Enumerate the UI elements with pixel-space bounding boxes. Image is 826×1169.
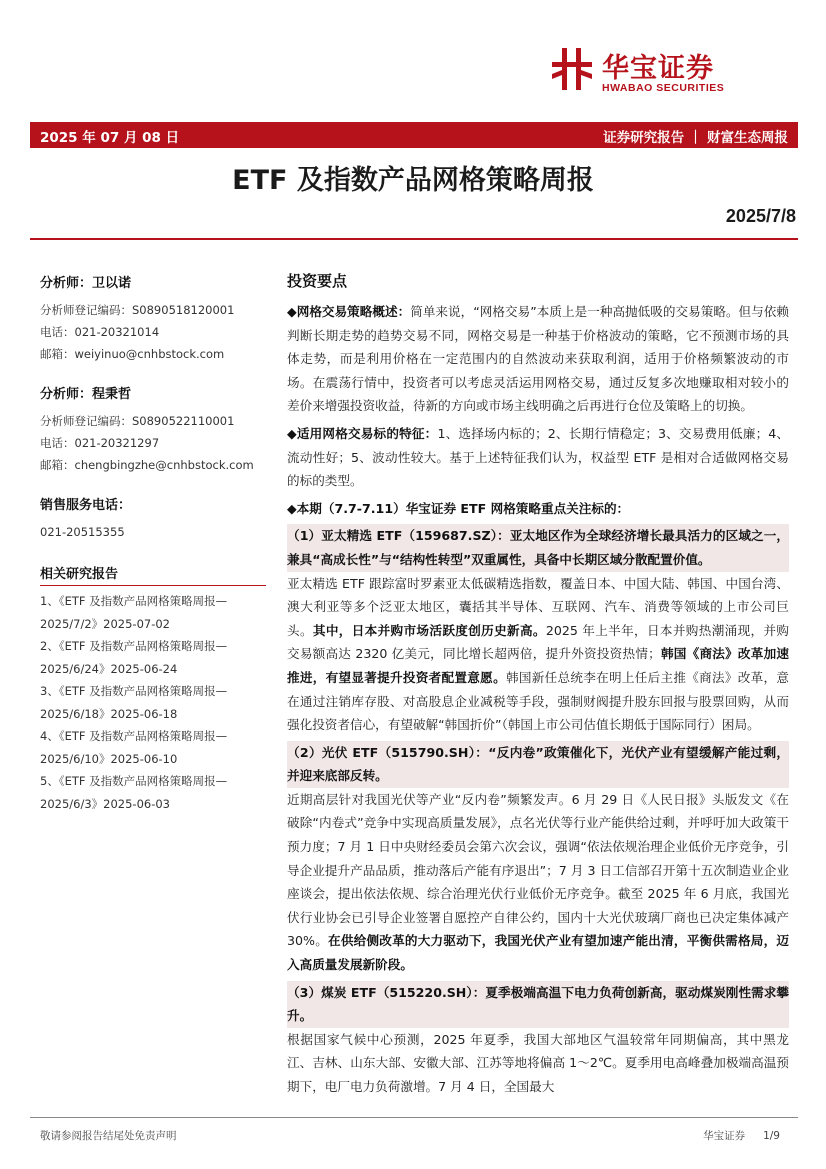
focus-item-text: 根据国家气候中心预测，2025 年夏季，我国大部地区气温较常年同期偏高，其中黑龙江、吉林、山东大部、安徽大部、江苏等地将偏高 1～2℃。夏季用电高峰叠加极端高温预期下，电厂电力负荷激增。7 月 4 日，全国最大 xyxy=(287,1031,789,1094)
paragraph-body: 1、选择场内标的；2、长期行情稳定；3、交易费用低廉；4、流动性好；5、波动性较大。基于上述特征我们认为，权益型 ETF 是相对合适做网格交易的标的类型。 xyxy=(287,425,789,489)
focus-item-2-body xyxy=(287,788,789,977)
hwabao-logo-icon xyxy=(548,44,596,92)
related-report-line[interactable]: 2025/6/3》2025-06-03 xyxy=(40,796,170,811)
paragraph-lead: ◆适用网格交易标的特征： xyxy=(287,425,438,441)
focus-item-lead: （1）亚太精选 ETF（159687.SZ）：亚太地区作为全球经济增长最具活力的区域之一，兼具“高成长性”与“结构性转型”双重属性，具备中长期区域分散配置价值。 xyxy=(287,528,789,567)
paragraph-lead: ◆本期（7.7-7.11）华宝证券 ETF 网格策略重点关注标的： xyxy=(287,500,630,516)
related-report-line[interactable]: 1、《ETF 及指数产品网格策略周报— xyxy=(40,594,228,608)
related-report-line[interactable]: 5、《ETF 及指数产品网格策略周报— xyxy=(40,774,228,788)
paragraph-grid-overview xyxy=(287,300,789,418)
analyst-reg: 分析师登记编码：S0890518120001 xyxy=(40,303,235,317)
focus-item-1 xyxy=(287,524,789,571)
banner-date: 2025 年 07 月 08 日 xyxy=(40,130,180,146)
focus-item-2 xyxy=(287,741,789,788)
analyst-block xyxy=(40,272,266,365)
focus-item-bold: 韩国《商法》改革加速推进，有望显著提升投资者配置意愿。 xyxy=(287,646,790,685)
focus-item-bold: 其中，日本并购市场活跃度创历史新高。 xyxy=(312,622,546,638)
paragraph-body: 简单来说，“网格交易”本质上是一种高抛低吸的交易策略。但与依赖判断长期走势的趋势交易不同，网格交易是一种基于价格波动的策略，它不预测市场的具体走势，而是利用价格在一定范围内的自然波动来获取利润，适用于价格频繁波动的市场。在震荡行情中，投资者可以考虑灵活运用网格交易，通过反复多次地赚取相对较小的差价来增强投资收益，待新的方向或市场主线明确之后再进行仓位及策略上的切换。 xyxy=(287,304,789,414)
focus-item-lead: （3）煤炭 ETF（515220.SH）：夏季极端高温下电力负荷创新高，驱动煤炭刚性需求攀升。 xyxy=(287,984,789,1024)
footer-brand: 华宝证券 xyxy=(703,1130,746,1142)
footer-disclaimer: 敬请参阅报告结尾处免责声明 xyxy=(40,1130,177,1142)
report-title: ETF 及指数产品网格策略周报 xyxy=(232,165,594,196)
sales-phone: 021-20515355 xyxy=(40,525,125,539)
focus-item-lead: （2）光伏 ETF（515790.SH）：“反内卷”政策催化下，光伏产业有望缓解产能过剩，并迎来底部反转。 xyxy=(287,744,789,784)
related-reports-heading: 相关研究报告 xyxy=(40,563,266,586)
banner-category: 证券研究报告 ｜ 财富生态周报 xyxy=(603,130,788,146)
analyst-name: 分析师：卫以诺 xyxy=(40,276,132,291)
divider xyxy=(30,238,798,240)
report-date: 2025/7/8 xyxy=(725,206,796,226)
analyst-name: 分析师：程秉哲 xyxy=(40,387,132,402)
brand-name-cn: 华宝证券 xyxy=(602,53,714,84)
sales-heading: 销售服务电话： xyxy=(40,498,132,513)
brand-name-en: HWABAO SECURITIES xyxy=(602,82,725,94)
paragraph-focus-heading xyxy=(287,497,789,521)
focus-item-bold: 在供给侧改革的大力驱动下，我国光伏产业有望加速产能出清，平衡供需格局，迈入高质量发展新阶段。 xyxy=(287,933,790,973)
related-report-line[interactable]: 2、《ETF 及指数产品网格策略周报— xyxy=(40,639,228,653)
analyst-block xyxy=(40,383,266,476)
focus-item-text: 韩国新任总统李在明上任后主推《商法》改革，意在通过注销库存股、对高股息企业减税等手段，强制财阀提升股东回报与股票回购，从而强化投资者信心，有望破解“韩国折价”（韩国上市公司估值长期低于国际同行）困局。 xyxy=(287,669,790,733)
analyst-phone: 电话：021-20321014 xyxy=(40,325,160,339)
sidebar xyxy=(40,272,266,815)
analyst-email[interactable]: 邮箱：weiyinuo@cnhbstock.com xyxy=(40,347,225,361)
focus-item-1-body xyxy=(287,572,789,737)
focus-item-3 xyxy=(287,981,789,1028)
analyst-email[interactable]: 邮箱：chengbingzhe@cnhbstock.com xyxy=(40,458,254,472)
sales-block xyxy=(40,494,266,543)
analyst-phone: 电话：021-20321297 xyxy=(40,436,160,450)
related-report-line[interactable]: 3、《ETF 及指数产品网格策略周报— xyxy=(40,684,228,698)
paragraph-grid-features xyxy=(287,422,789,493)
related-report-line[interactable]: 2025/7/2》2025-07-02 xyxy=(40,616,170,631)
related-report-line[interactable]: 2025/6/24》2025-06-24 xyxy=(40,661,178,676)
main-content xyxy=(287,270,789,1103)
focus-item-text: 2025 年上半年，日本并购热潮涌现，并购交易额高达 2320 亿美元，同比增长超两倍，提升外资投资热情； xyxy=(287,622,789,662)
focus-item-3-body xyxy=(287,1028,789,1099)
footer-divider xyxy=(30,1117,798,1118)
analyst-reg: 分析师登记编码：S0890522110001 xyxy=(40,414,235,428)
section-title: 投资要点 xyxy=(287,272,348,290)
related-report-line[interactable]: 2025/6/18》2025-06-18 xyxy=(40,706,178,721)
focus-item-text: 近期高层针对我国光伏等产业“反内卷”频繁发声。6 月 29 日《人民日报》头版发文《在破除“内卷式”竞争中实现高质量发展》，点名光伏等行业产能供给过剩，并呼吁加大政策干预力度；7 月 1 日中央财经委员会第六次会议，强调“依法依规治理企业低价无序竞争，引导企业提升产品品质，推动落后产能有序退出”；7 月 3 日工信部召开第十五次制造业企业座谈会，提出依法依规、综合治理光伏行业低价无序竞争。截至 2025 年 6 月底，我国光伏行业协会已引导企业签署自愿控产自律公约，国内十大光伏玻璃厂商也已决定集体减产 30%。 xyxy=(287,791,789,949)
paragraph-lead: ◆网格交易策略概述： xyxy=(287,304,411,319)
footer-info xyxy=(685,1128,780,1143)
header-banner xyxy=(30,122,798,148)
brand-logo xyxy=(548,42,780,102)
related-report-line[interactable]: 2025/6/10》2025-06-10 xyxy=(40,751,178,766)
related-reports-list xyxy=(40,590,266,815)
focus-item-text: 亚太精选 ETF 跟踪富时罗素亚太低碳精选指数，覆盖日本、中国大陆、韩国、中国台湾、澳大利亚等多个泛亚太地区，囊括其半导体、互联网、汽车、消费等领域的上市公司巨头。 xyxy=(287,575,789,638)
related-report-line[interactable]: 4、《ETF 及指数产品网格策略周报— xyxy=(40,729,228,743)
page-number: 1/9 xyxy=(763,1130,780,1142)
